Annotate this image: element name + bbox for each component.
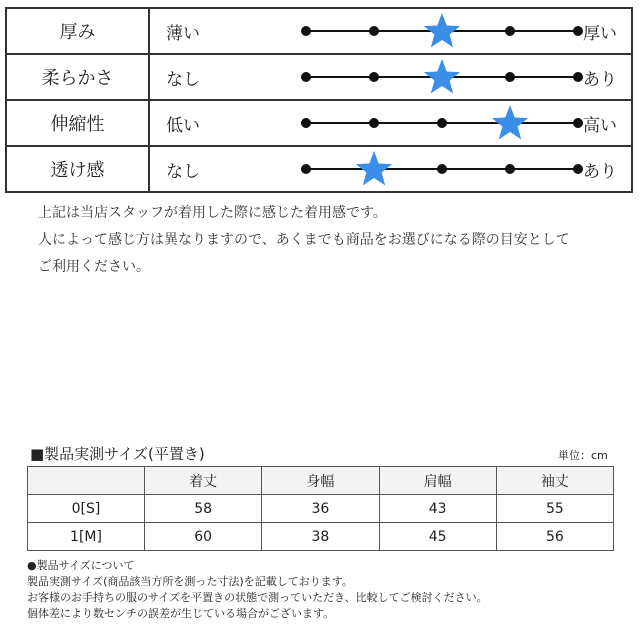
star-marker-icon (424, 13, 460, 47)
scale-low-label: なし (166, 69, 200, 90)
scale-dot (573, 164, 583, 174)
feel-row (6, 146, 632, 192)
feel-row-name: 伸縮性 (6, 100, 149, 146)
size-header-cell (28, 467, 145, 495)
feel-scale (246, 55, 640, 99)
size-cell: 55 (496, 495, 613, 523)
size-cell: 45 (379, 523, 496, 551)
size-row (28, 523, 614, 551)
scale-dot (573, 26, 583, 36)
scale-dot (369, 26, 379, 36)
scale-low-label: 薄い (166, 23, 200, 44)
scale-high-label: あり (583, 69, 617, 90)
scale-dot (369, 118, 379, 128)
size-unit: 単位：cm (558, 449, 608, 462)
scale-dot (437, 164, 447, 174)
scale-dot (573, 72, 583, 82)
size-cell: 0[S] (28, 495, 145, 523)
feel-note-line: 上記は当店スタッフが着用した際に感じた着用感です。 (38, 205, 387, 221)
scale-dot (437, 118, 447, 128)
size-section-title: ■製品実測サイズ(平置き) (30, 445, 205, 463)
feel-row (6, 54, 632, 100)
feel-row-name: 厚み (6, 8, 149, 54)
scale-dot (301, 72, 311, 82)
feel-row (6, 100, 632, 146)
size-table (27, 466, 614, 551)
feel-scale (246, 147, 640, 191)
footnote-line: 個体差により数センチの誤差が生じている場合がございます。 (27, 607, 335, 620)
feel-row (6, 8, 632, 54)
feel-scale-cell (149, 8, 632, 54)
scale-dot (301, 118, 311, 128)
size-header-cell: 着丈 (145, 467, 262, 495)
scale-dot (505, 164, 515, 174)
star-marker-icon (424, 59, 460, 93)
scale-high-label: 厚い (583, 23, 617, 44)
scale-high-label: 高い (583, 115, 617, 136)
size-cell: 1[M] (28, 523, 145, 551)
scale-low-label: なし (166, 161, 200, 182)
feel-scale (246, 9, 640, 53)
star-marker-icon (492, 105, 528, 139)
size-cell: 36 (262, 495, 379, 523)
size-cell: 58 (145, 495, 262, 523)
scale-high-label: あり (583, 161, 617, 182)
feel-row-name: 透け感 (6, 146, 149, 192)
footnote-line: ●製品サイズについて (27, 559, 135, 572)
feel-scale-cell (149, 146, 632, 192)
feel-scale (246, 101, 640, 145)
feel-scale-cell (149, 100, 632, 146)
size-cell: 60 (145, 523, 262, 551)
size-header-cell: 肩幅 (379, 467, 496, 495)
size-cell: 38 (262, 523, 379, 551)
feel-scale-cell (149, 54, 632, 100)
size-header-row (28, 467, 614, 495)
scale-low-label: 低い (166, 115, 200, 136)
scale-dot (301, 164, 311, 174)
size-row (28, 495, 614, 523)
size-cell: 56 (496, 523, 613, 551)
footnote-line: 製品実測サイズ(商品該当方所を測った寸法)を記載しております。 (27, 575, 353, 588)
feel-table (5, 7, 633, 193)
size-cell: 43 (379, 495, 496, 523)
scale-dot (369, 72, 379, 82)
feel-note-line: ご利用ください。 (38, 259, 150, 275)
scale-dot (301, 26, 311, 36)
scale-dot (505, 72, 515, 82)
footnote-line: お客様のお手持ちの服のサイズを平置きの状態で測っていただき、比較してご検討ください。 (27, 591, 488, 604)
size-header-cell: 袖丈 (496, 467, 613, 495)
star-marker-icon (356, 151, 392, 185)
feel-row-name: 柔らかさ (6, 54, 149, 100)
scale-dot (573, 118, 583, 128)
feel-note-line: 人によって感じ方は異なりますので、あくまでも商品をお選びになる際の目安として (38, 232, 570, 248)
size-header-cell: 身幅 (262, 467, 379, 495)
scale-dot (505, 26, 515, 36)
